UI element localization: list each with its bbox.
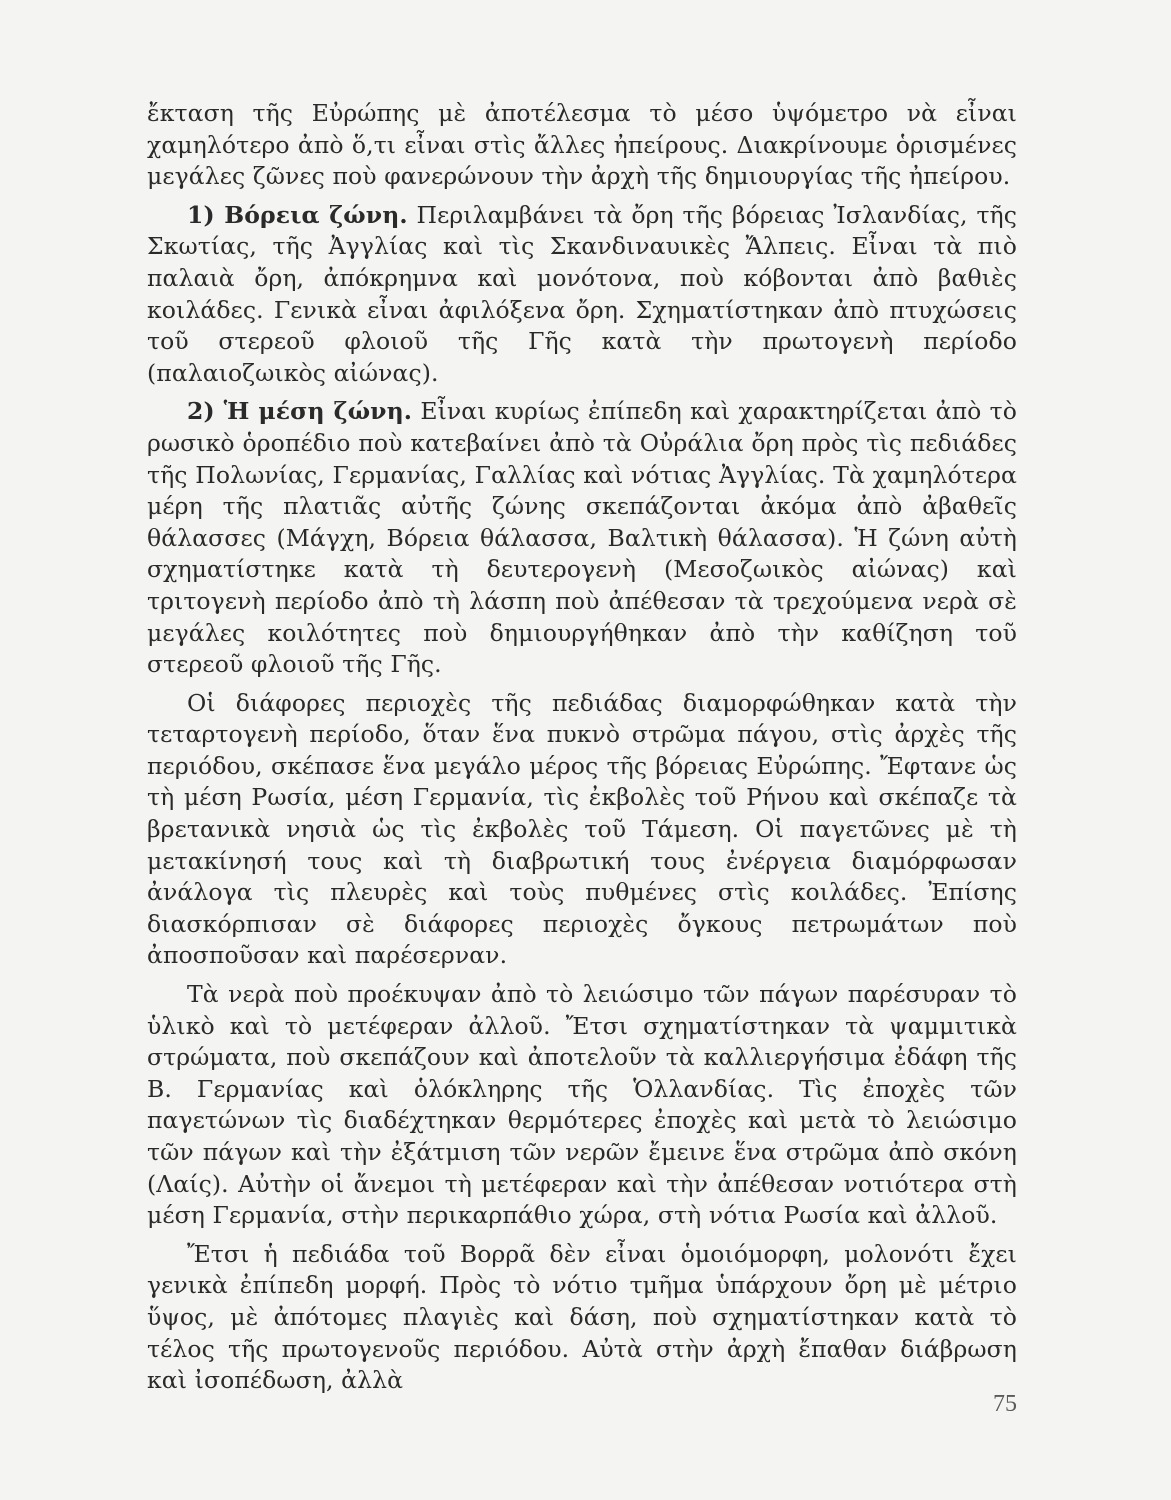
paragraph-text: ἔκταση τῆς Εὐρώπης μὲ ἀποτέλεσμα τὸ μέσο ὑψόμετρο νὰ εἶναι χαμηλότερο ἀπὸ ὅ,τι εἶναι στὶς ἄλλες ἠπείρους. Διακρίνουμε ὁρισμένες μεγάλες ζῶνες ποὺ φανερώνουν τὴν ἀρχὴ τῆς δημιουργίας τῆς ἠπείρου. <box>147 99 1017 191</box>
paragraph-text: Τὰ νερὰ ποὺ προέκυψαν ἀπὸ τὸ λειώσιμο τῶν πάγων παρέσυραν τὸ ὑλικὸ καὶ τὸ μετέφεραν ἀλλοῦ. Ἔτσι σχηματίστηκαν τὰ ψαμμιτικὰ στρώματα, ποὺ σκεπάζουν καὶ ἀποτελοῦν τὰ καλλιεργήσιμα ἐδάφη τῆς Β. Γερμανίας καὶ ὁλόκληρης τῆς Ὁλλανδίας. Τὶς ἐποχὲς τῶν παγετώνων τὶς διαδέχτηκαν θερμότερες ἐποχὲς καὶ μετὰ τὸ λειώσιμο τῶν πάγων καὶ τὴν ἐξάτμιση τῶν νερῶν ἔμεινε ἕνα στρῶμα ἀπὸ σκόνη (Λαίς). Αὐτὴν οἱ ἄνεμοι τὴ μετέφεραν καὶ τὴν ἀπέθεσαν νοτιότερα στὴ μέση Γερμανία, στὴν περικαρπάθιο χώρα, στὴ νότια Ρωσία καὶ ἀλλοῦ. <box>147 980 1017 1230</box>
paragraph-plains <box>147 688 1017 972</box>
paragraph-northern-zone <box>147 200 1017 390</box>
paragraph-middle-zone <box>147 396 1017 680</box>
paragraph-text: Περιλαμβάνει τὰ ὄρη τῆς βόρειας Ἰσλανδίας, τῆς Σκωτίας, τῆς Ἀγγλίας καὶ τὶς Σκανδιναυικὲς Ἄλπεις. Εἶναι τὰ πιὸ παλαιὰ ὄρη, ἀπόκρημνα καὶ μονότονα, ποὺ κόβονται ἀπὸ βαθιὲς κοιλάδες. Γενικὰ εἶναι ἀφιλόξενα ὄρη. Σχηματίστηκαν ἀπὸ πτυχώσεις τοῦ στερεοῦ φλοιοῦ τῆς Γῆς κατὰ τὴν πρωτογενὴ περίοδο (παλαιοζωικὸς αἰώνας). <box>147 200 1017 387</box>
paragraph-continuation <box>147 98 1017 193</box>
paragraph-text: Εἶναι κυρίως ἐπίπεδη καὶ χαρακτηρίζεται ἀπὸ τὸ ρωσικὸ ὁροπέδιο ποὺ κατεβαίνει ἀπὸ τὰ Οὐράλια ὄρη πρὸς τὶς πεδιάδες τῆς Πολωνίας, Γερμανίας, Γαλλίας καὶ νότιας Ἀγγλίας. Τὰ χαμηλότερα μέρη τῆς πλατιᾶς αὐτῆς ζώνης σκεπάζονται ἀκόμα ἀπὸ ἀβαθεῖς θάλασσες (Μάγχη, Βόρεια θάλασσα, Βαλτικὴ θάλασσα). Ἡ ζώνη αὐτὴ σχηματίστηκε κατὰ τὴ δευτερογενὴ (Μεσοζωικὸς αἰώνας) καὶ τριτογενὴ περίοδο ἀπὸ τὴ λάσπη ποὺ ἀπέθεσαν τὰ τρεχούμενα νερὰ σὲ μεγάλες κοιλότητες ποὺ δημιουργήθηκαν ἀπὸ τὴν καθίζηση τοῦ στερεοῦ φλοιοῦ τῆς Γῆς. <box>147 397 1018 679</box>
paragraph-meltwater <box>147 979 1017 1232</box>
paragraph-northern-plain <box>147 1239 1017 1397</box>
page-number: 75 <box>993 1391 1017 1417</box>
section-heading-northern-zone: 1) Βόρεια ζώνη. <box>187 200 408 229</box>
paragraph-text: Ἔτσι ἡ πεδιάδα τοῦ Βορρᾶ δὲν εἶναι ὁμοιόμορφη, μολονότι ἔχει γενικὰ ἐπίπεδη μορφή. Πρὸς τὸ νότιο τμῆμα ὑπάρχουν ὄρη μὲ μέτριο ὕψος, μὲ ἀπότομες πλαγιὲς καὶ δάση, ποὺ σχηματίστηκαν κατὰ τὸ τέλος τῆς πρωτογενοῦς περιόδου. Αὐτὰ στὴν ἀρχὴ ἔπαθαν διάβρωση καὶ ἰσοπέδωση, ἀλλὰ <box>147 1239 1017 1395</box>
paragraph-text: Οἱ διάφορες περιοχὲς τῆς πεδιάδας διαμορφώθηκαν κατὰ τὴν τεταρτογενὴ περίοδο, ὅταν ἕνα πυκνὸ στρῶμα πάγου, στὶς ἀρχὲς τῆς περιόδου, σκέπασε ἕνα μεγάλο μέρος τῆς βόρειας Εὐρώπης. Ἔφτανε ὡς τὴ μέση Ρωσία, μέση Γερμανία, τὶς ἐκβολὲς τοῦ Ρήνου καὶ σκέπαζε τὰ βρετανικὰ νησιὰ ὡς τὶς ἐκβολὲς τοῦ Τάμεση. Οἱ παγετῶνες μὲ τὴ μετακίνησή τους καὶ τὴ διαβρωτική τους ἐνέργεια διαμόρφωσαν ἀνάλογα τὶς πλευρὲς καὶ τοὺς πυθμένες στὶς κοιλάδες. Ἐπίσης διασκόρπισαν σὲ διάφορες περιοχὲς ὄγκους πετρωμάτων ποὺ ἀποσποῦσαν καὶ παρέσερναν. <box>147 688 1017 970</box>
section-heading-middle-zone: 2) Ἡ μέση ζώνη. <box>187 397 413 426</box>
page-body <box>147 98 1017 1478</box>
